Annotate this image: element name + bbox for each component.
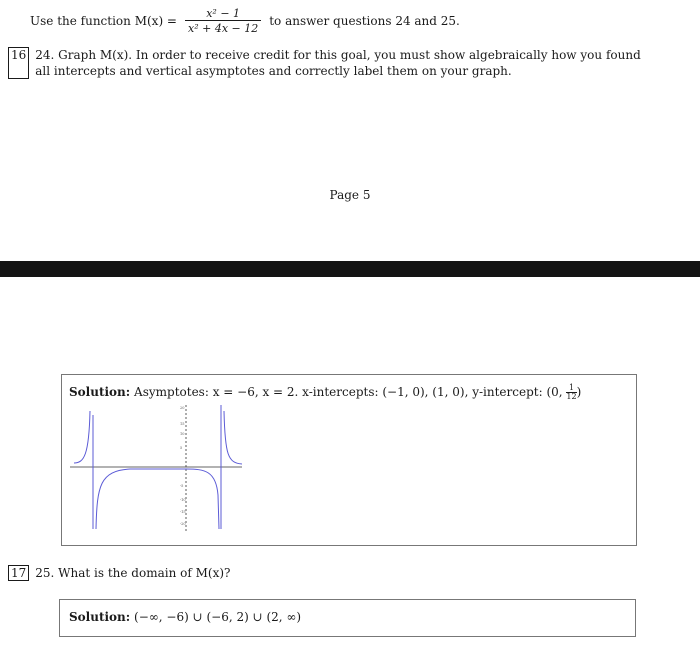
y-tick-labels: [180, 406, 186, 526]
solution-24-text: Asymptotes: x = −6, x = 2. x-intercepts: (−1, 0), (1, 0), y-intercept: (0,: [134, 385, 563, 399]
graph-of-m: [70, 405, 242, 533]
question-24-text: 24. Graph M(x). In order to receive credit for this goal, you must show algebraically how you found all intercepts and vertical asymptotes and correctly label them on your graph.: [35, 48, 641, 78]
function-fraction: [185, 7, 261, 35]
y-tick-label: 15: [180, 422, 185, 426]
intro-suffix: to answer questions 24 and 25.: [269, 14, 460, 28]
intro-prefix: Use the function M(x) =: [30, 14, 177, 28]
solution-24-label: Solution:: [69, 385, 131, 399]
solution-24-line: [69, 384, 581, 401]
fraction-numerator: x² − 1: [206, 7, 241, 20]
solution-25-text: (−∞, −6) ∪ (−6, 2) ∪ (2, ∞): [134, 610, 302, 624]
solution-25-line: [69, 610, 301, 624]
fraction-denominator: x² + 4x − 12: [185, 20, 261, 35]
right-branch-curve: [224, 411, 242, 464]
question-25: [8, 565, 230, 581]
question-25-text: 25. What is the domain of M(x)?: [35, 566, 231, 580]
points-box-24: 16: [8, 47, 29, 79]
page-number: Page 5: [329, 188, 371, 202]
question-24: [8, 47, 648, 79]
y-tick-label: -10: [180, 498, 186, 502]
y-tick-label: -15: [180, 510, 186, 514]
y-intercept-fraction: [566, 384, 576, 401]
y-tick-label: -20: [180, 522, 186, 526]
y-tick-label: 10: [180, 432, 185, 436]
middle-branch-curve: [96, 469, 219, 529]
page-divider: [0, 261, 700, 277]
solution-25-label: Solution:: [69, 610, 131, 624]
y-intercept-numerator: 1: [568, 383, 575, 392]
points-box-25: 17: [8, 565, 29, 581]
intro-line: [30, 7, 460, 35]
y-tick-label: 20: [180, 406, 185, 410]
left-branch-curve: [74, 411, 90, 463]
y-tick-label: 5: [180, 446, 183, 450]
y-tick-label: -5: [180, 484, 184, 488]
solution-24-close: ): [576, 385, 582, 399]
y-intercept-denominator: 12: [566, 392, 577, 401]
